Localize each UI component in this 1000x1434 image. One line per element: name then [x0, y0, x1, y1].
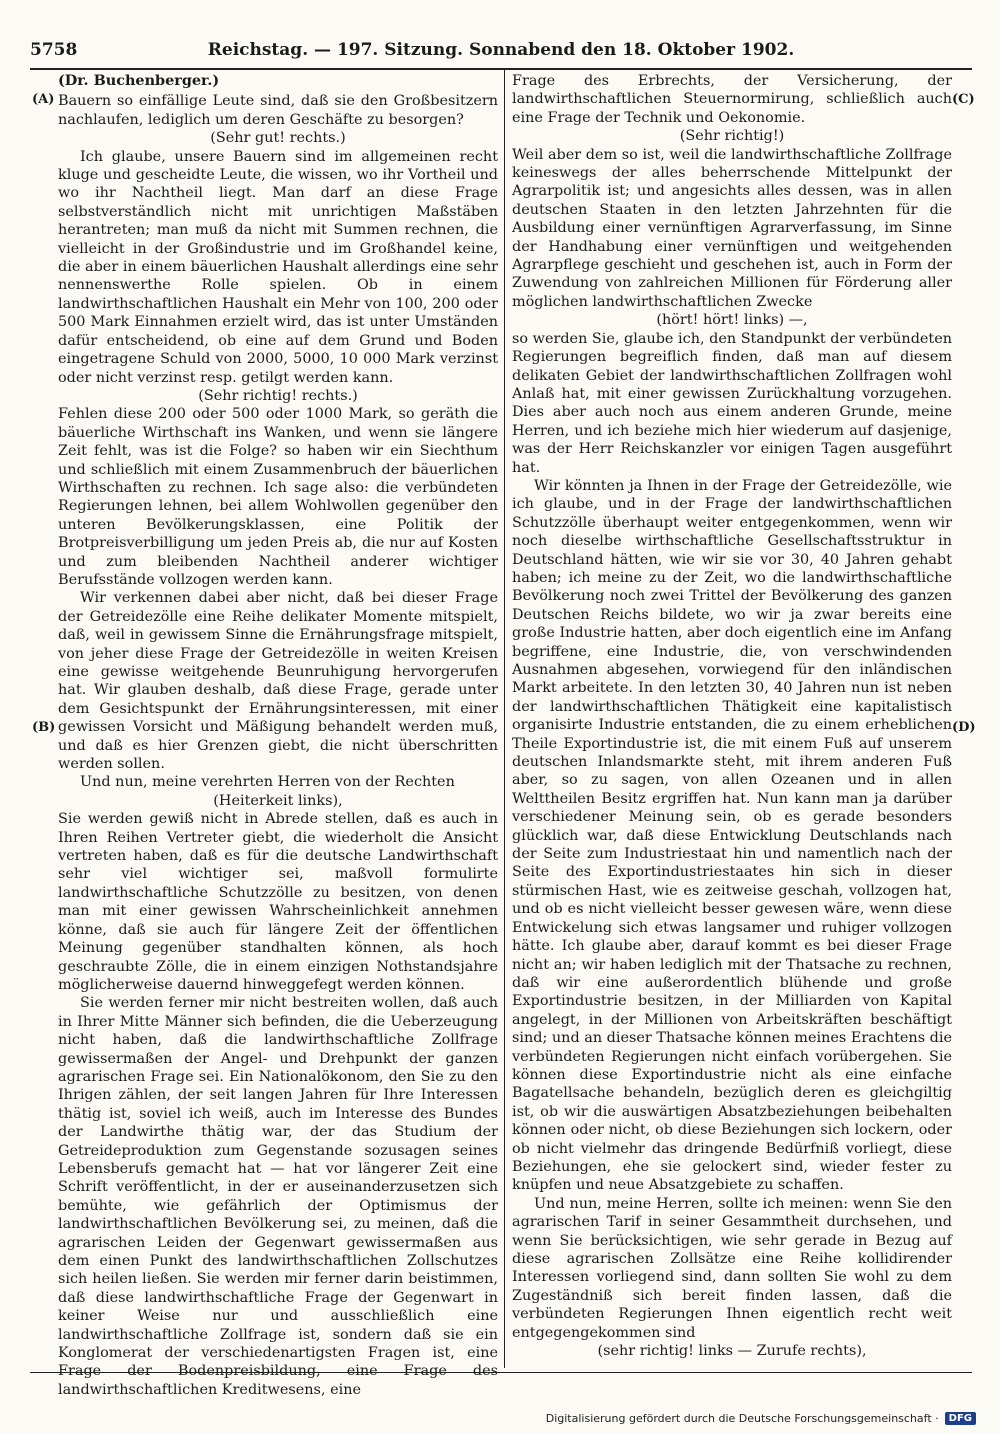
- credit-text: Digitalisierung gefördert durch die Deutsche Forschungsgemeinschaft ·: [545, 1412, 939, 1425]
- interjection: (Sehr richtig! rechts.): [198, 387, 358, 404]
- speaker-label: (Dr. Buchenberger.): [58, 72, 220, 89]
- interjection: (hört! hört! links) —,: [656, 312, 808, 329]
- interjection: (Sehr richtig!): [679, 128, 785, 145]
- dfg-logo: DFG: [945, 1412, 976, 1425]
- paragraph: Weil aber dem so ist, weil die landwirthschaftliche Zollfrage keineswegs der alles beherrschende Mittelpunkt der Agrarpolitik ist; und angesichts alles dessen, was in allen deutschen Staaten in den letzten Jahrzehnten für die Ausbildung einer vernünftigen Agrarverfassung, im Sinne der Handhabung einer vernünftigen und weitgehenden Agrarpflege geschieht und geschehen ist, auch in Form der Zuwendung von zahlreichen Millionen für Förderung aller möglichen landwirthschaftlichen Zwecke: [512, 146, 952, 310]
- margin-marker-b: (B): [32, 720, 56, 735]
- margin-marker-c: (C): [952, 92, 975, 107]
- page-header: [30, 40, 972, 64]
- paragraph: so werden Sie, glaube ich, den Standpunkt der verbündeten Regierungen begreiflich finden, daß man auf diesem delikaten Gebiet der landwirthschaftlichen Zollfragen wohl Anlaß hat, mit einer gewissen Zurückhaltung vorzugehen. Dies aber auch noch aus einem anderen Grunde, meine Herren, und ich beziehe mich hier wiederum auf dasjenige, was der Herr Reichskanzler vor einigen Tagen ausgeführt hat.: [512, 330, 952, 476]
- paragraph: Wir könnten ja Ihnen in der Frage der Getreidezölle, wie ich glaube, und in der Frage der landwirthschaftlichen Schutzzölle überhaupt weiter entgegenkommen, wenn wir noch dieselbe wirthschaftliche Gesellschaftsstruktur in Deutschland hätten, wie wir sie vor 30, 40 Jahren gehabt haben; ich meine zu der Zeit, wo die landwirthschaftliche Bevölkerung noch zwei Trittel der Bevölkerung des ganzen Deutschen Reichs bildete, wo wir ja zwar bereits eine große Industrie hatten, aber doch eigentlich eine im Anfang begriffene, eine Industrie, die, von verschwindenden Ausnahmen abgesehen, vorwiegend für den inländischen Markt arbeitete. In den letzten 30, 40 Jahren nun ist neben der landwirthschaftlichen Thätigkeit eine kapitalistisch organisirte Industrie entstanden, die zu einem erheblichen Theile Exportindustrie ist, die mit einem Fuß auf unserem deutschen Inlandsmarkte steht, mit ihrem anderen Fuß aber, so zu sagen, von allen Ozeanen und in allen Welttheilen Besitz ergriffen hat. Nun kann man ja darüber verschiedener Meinung sein, ob es gerade besonders glücklich war, daß diese Entwicklung Deutschlands nach der Seite zum Industriestaat hin und namentlich nach der Seite des Exportindustriestaates hin sich in dieser stürmischen Hast, wie es zeitweise geschah, vollzogen hat, und ob es nicht vielleicht besser gewesen wäre, wenn diese Entwickelung sich etwas langsamer und ruhiger vollzogen hätte. Ich glaube aber, darauf kommt es bei dieser Frage nicht an; wir haben lediglich mit der Thatsache zu rechnen, daß wir eine außerordentlich blühende und große Exportindustrie besitzen, in der Milliarden von Kapital angelegt, in der Millionen von Arbeitskräften beschäftigt sind; und an dieser Thatsache können meines Erachtens die verbündeten Regierungen nicht einfach vorübergehen. Sie können diese Exportindustrie nicht als eine einfache Bagatellsache behandeln, bezüglich deren es gleichgiltig ist, ob wir die auswärtigen Absatzbeziehungen beibehalten können oder nicht, ob diese Beziehungen sich lockern, oder ob nicht vielmehr das dringende Bedürfniß vorliegt, diese Beziehungen, ehe sie gelockert sind, wieder fester zu knüpfen und neue Absatzgebiete zu schaffen.: [512, 477, 952, 1194]
- paragraph: Sie werden gewiß nicht in Abrede stellen, daß es auch in Ihren Reihen Vertreter giebt, die wiederholt die Ansicht vertreten haben, daß es für die deutsche Landwirthschaft sehr viel wichtiger sei, maßvoll formulirte landwirthschaftliche Schutzzölle zu besitzen, von denen man mit einer gewissen Wahrscheinlichkeit annehmen könne, daß sie auch für längere Zeit der öffentlichen Meinung gegenüber standhalten können, als hoch geschraubte Zölle, die in einem einzigen Nothstandsjahre möglicherweise dauernd hinweggefegt werden können.: [58, 811, 498, 993]
- interjection: (sehr richtig! links — Zurufe rechts),: [597, 1343, 867, 1360]
- footer-rule: [30, 1372, 972, 1373]
- paragraph: Ich glaube, unsere Bauern sind im allgemeinen recht kluge und gescheidte Leute, die wissen, wo ihr Vortheil und wo ihr Nachtheil liegt. Man darf an diese Frage selbstverständlich nicht mit unrichtigen Maßstäben herantreten; man muß da nicht mit Summen rechnen, die vielleicht in der Großindustrie und im Großhandel keine, die aber in einem bäuerlichen Haushalt allerdings eine sehr nennenswerthe Rolle spielen. Ob in einem landwirthschaftlichen Haushalt ein Mehr von 100, 200 oder 500 Mark Einnahmen erzielt wird, das ist unter Umständen dafür entscheidend, ob eine auf dem Grund und Boden eingetragene Schuld von 2000, 5000, 10 000 Mark verzinst oder nicht verzinst resp. getilgt werden kann.: [58, 148, 498, 386]
- right-text-column: [512, 72, 952, 1364]
- header-rule: [30, 68, 972, 70]
- paragraph: Bauern so einfällige Leute sind, daß sie den Großbesitzern nachlaufen, lediglich um deren Geschäfte zu besorgen?: [58, 93, 498, 128]
- digitization-credit: [546, 1412, 976, 1425]
- left-text-column: [58, 72, 498, 1398]
- page-number: 5758: [30, 40, 78, 60]
- paragraph: Fehlen diese 200 oder 500 oder 1000 Mark, so geräth die bäuerliche Wirthschaft ins Wanken, und wenn sie längere Zeit fehlt, was ist die Folge? so haben wir ein Siechthum und schließlich mit einem Zusammenbruch der bäuerlichen Wirthschaften zu rechnen. Ich sage also: die verbündeten Regierungen lehnen, bei allem Wohlwollen gegenüber den unteren Bevölkerungsklassen, eine Politik der Brotpreisverbilligung um jeden Preis ab, die nur auf Kosten und zum bleibenden Nachtheil anderer wichtiger Berufsstände vollzogen werden kann.: [58, 406, 498, 588]
- paragraph: Wir verkennen dabei aber nicht, daß bei dieser Frage der Getreidezölle eine Reihe delikater Momente mitspielt, daß, weil in gewissem Sinne die Ernährungsfrage mitspielt, von jeher diese Frage der Getreidezölle in weiten Kreisen eine gewisse weitgehende Beunruhigung hervorgerufen hat. Wir glauben deshalb, daß diese Frage, gerade unter dem Gesichtspunkt der Ernährungsinteressen, mit einer gewissen Vorsicht und Mäßigung behandelt werden muß, und daß es hier Grenzen giebt, die nicht überschritten werden sollen.: [58, 590, 498, 773]
- paragraph: Sie werden ferner mir nicht bestreiten wollen, daß auch in Ihrer Mitte Männer sich befinden, die die Ueberzeugung nicht haben, daß die landwirthschaftliche Zollfrage gewissermaßen der Angel- und Drehpunkt der ganzen agrarischen Frage sei. Ein Nationalökonom, den Sie zu den Ihrigen zählen, der seit langen Jahren für Ihre Interessen thätig ist, soviel ich weiß, auch im Interesse des Bundes der Landwirthe thätig war, der das Studium der Getreideproduktion zum Gegenstande sozusagen seines Lebensberufs gemacht hat — hat vor längerer Zeit eine Schrift veröffentlicht, in der er auseinanderzusetzen sich bemühte, wie gefährlich der Optimismus der landwirthschaftlichen Bevölkerung sei, zu meinen, daß die agrarischen Leiden der Gegenwart gewissermaßen aus dem einen Punkt des landwirthschaftlichen Zollschutzes sich heilen ließen. Sie werden mir ferner darin beistimmen, daß diese landwirthschaftliche Frage der Gegenwart in keiner Weise nur und ausschließlich eine landwirthschaftliche Zollfrage ist, sondern daß sie ein Konglomerat der verschiedenartigsten Fragen ist, eine Frage der Bodenpreisbildung, eine Frage des landwirthschaftlichen Kreditwesens, eine: [58, 995, 498, 1398]
- paragraph: Frage des Erbrechts, der Versicherung, der landwirthschaftlichen Steuernormirung, schließlich auch eine Frage der Technik und Oekonomie.: [512, 73, 952, 126]
- paragraph: Und nun, meine Herren, sollte ich meinen: wenn Sie den agrarischen Tarif in seiner Gesammtheit durchsehen, und wenn Sie berücksichtigen, wie sehr gerade in Bezug auf diese agrarischen Zollsätze eine Reihe kollidirender Interessen vorliegend sind, dann sollten Sie wohl zu dem Zugeständniß sich bereit finden lassen, daß die verbündeten Regierungen Ihnen eigentlich recht weit entgegengekommen sind: [512, 1195, 952, 1341]
- column-divider: [504, 70, 505, 1368]
- paragraph: Und nun, meine verehrten Herren von der Rechten: [80, 774, 455, 791]
- margin-marker-d: (D): [952, 720, 976, 735]
- running-title: Reichstag. — 197. Sitzung. Sonnabend den 18. Oktober 1902.: [207, 40, 795, 60]
- interjection: (Heiterkeit links),: [213, 792, 343, 809]
- margin-marker-a: (A): [32, 92, 55, 107]
- interjection: (Sehr gut! rechts.): [210, 130, 346, 147]
